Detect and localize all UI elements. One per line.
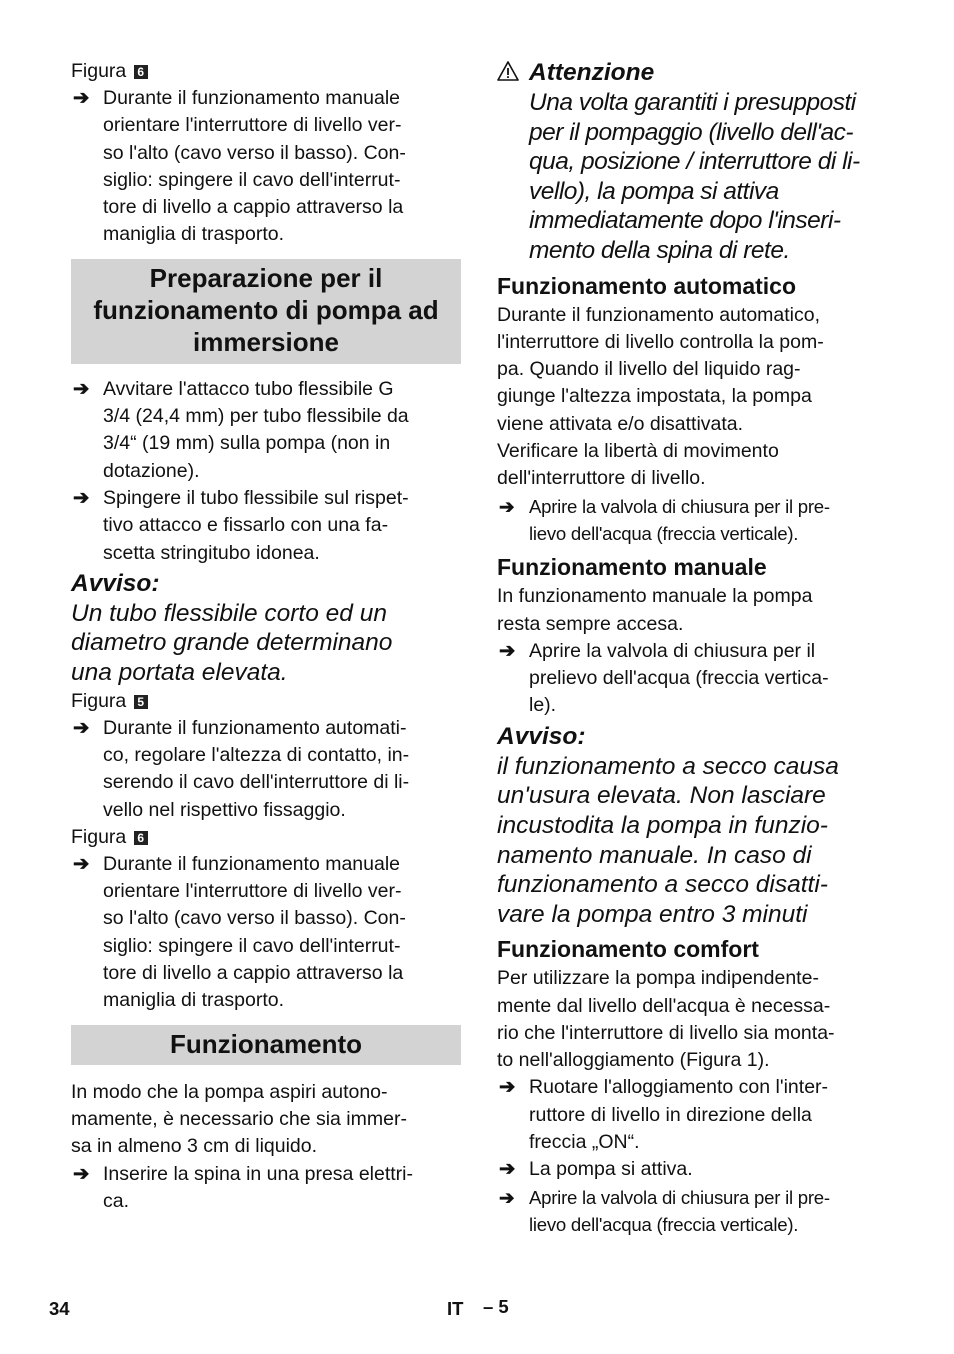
text-line: pa. Quando il livello del liquido rag- [497,358,801,381]
text-line: Aprire la valvola di chiusura per il pre- [529,1186,830,1208]
text-line: Preparazione per il [149,262,383,293]
text-line: so l'alto (cavo verso il basso). Con- [103,141,406,164]
text-line: immersione [193,326,339,357]
text-line: In modo che la pompa aspiri autono- [71,1080,388,1103]
notice-title: Avviso: [497,722,586,750]
text-line: scetta stringitubo idonea. [103,541,320,564]
text-line: Durante il funzionamento automatico, [497,303,821,326]
arrow-right-icon: ➔ [73,852,90,875]
text-line: Ruotare l'alloggiamento con l'inter- [529,1076,829,1099]
text-line: Durante il funzionamento manuale [103,87,401,109]
right-column [497,58,889,1238]
text-line: vello nel rispettivo fissaggio. [103,798,346,821]
instruction-step [497,1074,889,1156]
text-line: qua, posizione / interruttore di li- [529,148,860,176]
arrow-right-icon: ➔ [73,1162,90,1185]
text-line: resta sempre accesa. [497,612,684,635]
text-line: tivo attacco e fissarlo con una fa- [103,514,389,537]
text-line: funzionamento a secco disatti- [497,871,828,899]
text-line: maniglia di trasporto. [103,989,285,1012]
instruction-step [71,851,461,1015]
arrow-right-icon: ➔ [73,377,90,400]
instruction-step [71,485,461,567]
figure-reference: Figura 6 [71,824,461,851]
text-line: per il pompaggio (livello dell'ac- [529,118,854,146]
paragraph [497,583,889,638]
text-line: Un tubo flessibile corto ed un [71,599,387,627]
attention-title: Attenzione [529,59,655,86]
arrow-right-icon: ➔ [73,486,90,509]
warning-triangle-icon [497,60,519,82]
text-line: Una volta garantiti i presupposti [529,89,856,116]
text-line: orientare l'interruttore di livello ver- [103,114,402,137]
section-heading: Funzionamento [71,1025,461,1065]
figure-number-badge: 6 [134,831,148,845]
text-line: 3/4“ (19 mm) sulla pompa (non in [103,432,391,455]
subheading: Funzionamento manuale [497,554,767,581]
text-line: ruttore di livello in direzione della [529,1103,812,1126]
figure-number-badge: 5 [134,695,148,709]
arrow-right-icon: ➔ [499,1186,515,1208]
text-line: dell'interruttore di livello. [497,467,706,490]
text-line: Avvitare l'attacco tubo flessibile G [103,377,394,400]
text-line: lievo dell'acqua (freccia verticale). [529,522,799,544]
paragraph [497,302,889,493]
text-line: una portata elevata. [71,659,288,687]
text-line: mento della spina di rete. [529,236,790,264]
text-line: l'interruttore di livello controlla la pom- [497,330,824,353]
text-line: La pompa si attiva. [529,1158,693,1181]
arrow-right-icon: ➔ [73,716,90,739]
text-line: il funzionamento a secco causa [497,752,839,780]
arrow-right-icon: ➔ [73,87,90,109]
text-line: dotazione). [103,459,200,482]
instruction-step [497,493,889,548]
text-line: prelievo dell'acqua (freccia vertica- [529,667,829,690]
paragraph [497,965,889,1074]
instruction-step [497,1156,889,1183]
arrow-right-icon: ➔ [499,639,516,662]
language-code: IT [447,1298,464,1319]
notice-title: Avviso: [71,569,160,597]
figure-reference: Figura 6 [71,58,461,85]
text-line: un'usura elevata. Non lasciare [497,782,826,810]
text-line: In funzionamento manuale la pompa [497,585,813,608]
text-line: sa in almeno 3 cm di liquido. [71,1135,318,1158]
text-line: so l'alto (cavo verso il basso). Con- [103,907,406,930]
arrow-right-icon: ➔ [499,495,515,517]
text-line: mente dal livello dell'acqua è necessa- [497,994,831,1017]
text-line: giunge l'altezza impostata, la pompa [497,385,812,408]
subheading: Funzionamento automatico [497,272,796,299]
text-line: Durante il funzionamento automati- [103,716,407,739]
figure-reference: Figura 5 [71,688,461,715]
text-line: Aprire la valvola di chiusura per il [529,639,816,662]
text-line: tore di livello a cappio attraverso la [103,196,404,219]
text-line: tore di livello a cappio attraverso la [103,962,404,985]
instruction-step [71,85,461,249]
text-line: Inserire la spina in una presa elettri- [103,1162,413,1185]
text-line: funzionamento di pompa ad [93,294,439,325]
notice-body [497,752,889,930]
section-heading [71,259,461,364]
text-line: mamente, è necessario che sia immer- [71,1107,407,1130]
attention-notice [497,58,889,266]
page-number: 34 [49,1298,70,1319]
text-line: ca. [103,1189,130,1212]
text-line: siglio: spingere il cavo dell'interrut- [103,168,401,191]
text-line: orientare l'interruttore di livello ver- [103,880,402,903]
figure-number-badge: 6 [134,65,148,79]
text-line: serendo il cavo dell'interruttore di li- [103,771,410,794]
text-line: co, regolare l'altezza di contatto, in- [103,743,410,766]
section-page-ref: – 5 [483,1296,509,1317]
instruction-step [71,376,461,485]
text-line: Spingere il tubo flessibile sul rispet- [103,486,409,509]
subheading: Funzionamento comfort [497,936,759,963]
text-line: immediatamente dopo l'inseri- [529,207,841,235]
text-line: rio che l'interruttore di livello sia monta- [497,1021,835,1044]
text-line: Verificare la libertà di movimento [497,440,779,463]
text-line: Durante il funzionamento manuale [103,852,401,875]
text-line: maniglia di trasporto. [103,223,285,246]
notice-body [71,599,461,688]
text-line: vello), la pompa si attiva [529,177,779,205]
arrow-right-icon: ➔ [499,1076,516,1099]
text-line: Per utilizzare la pompa indipendente- [497,967,819,990]
instruction-step [497,638,889,720]
text-line: incustodita la pompa in funzio- [497,811,828,839]
text-line: siglio: spingere il cavo dell'interrut- [103,934,401,957]
text-line: diametro grande determinano [71,629,393,657]
paragraph [71,1079,461,1161]
text-line: vare la pompa entro 3 minuti [497,900,808,928]
left-column [71,58,461,1215]
text-line: le). [529,694,557,717]
attention-body [529,88,889,266]
instruction-step [71,1161,461,1216]
text-line: Aprire la valvola di chiusura per il pre- [529,495,830,517]
text-line: viene attivata e/o disattivata. [497,412,744,435]
text-line: lievo dell'acqua (freccia verticale). [529,1213,799,1235]
instruction-step [497,1184,889,1239]
text-line: namento manuale. In caso di [497,841,812,869]
instruction-step [71,715,461,824]
text-line: 3/4 (24,4 mm) per tubo flessibile da [103,405,409,428]
text-line: freccia „ON“. [529,1131,640,1154]
text-line: to nell'alloggiamento (Figura 1). [497,1049,770,1072]
arrow-right-icon: ➔ [499,1158,516,1181]
